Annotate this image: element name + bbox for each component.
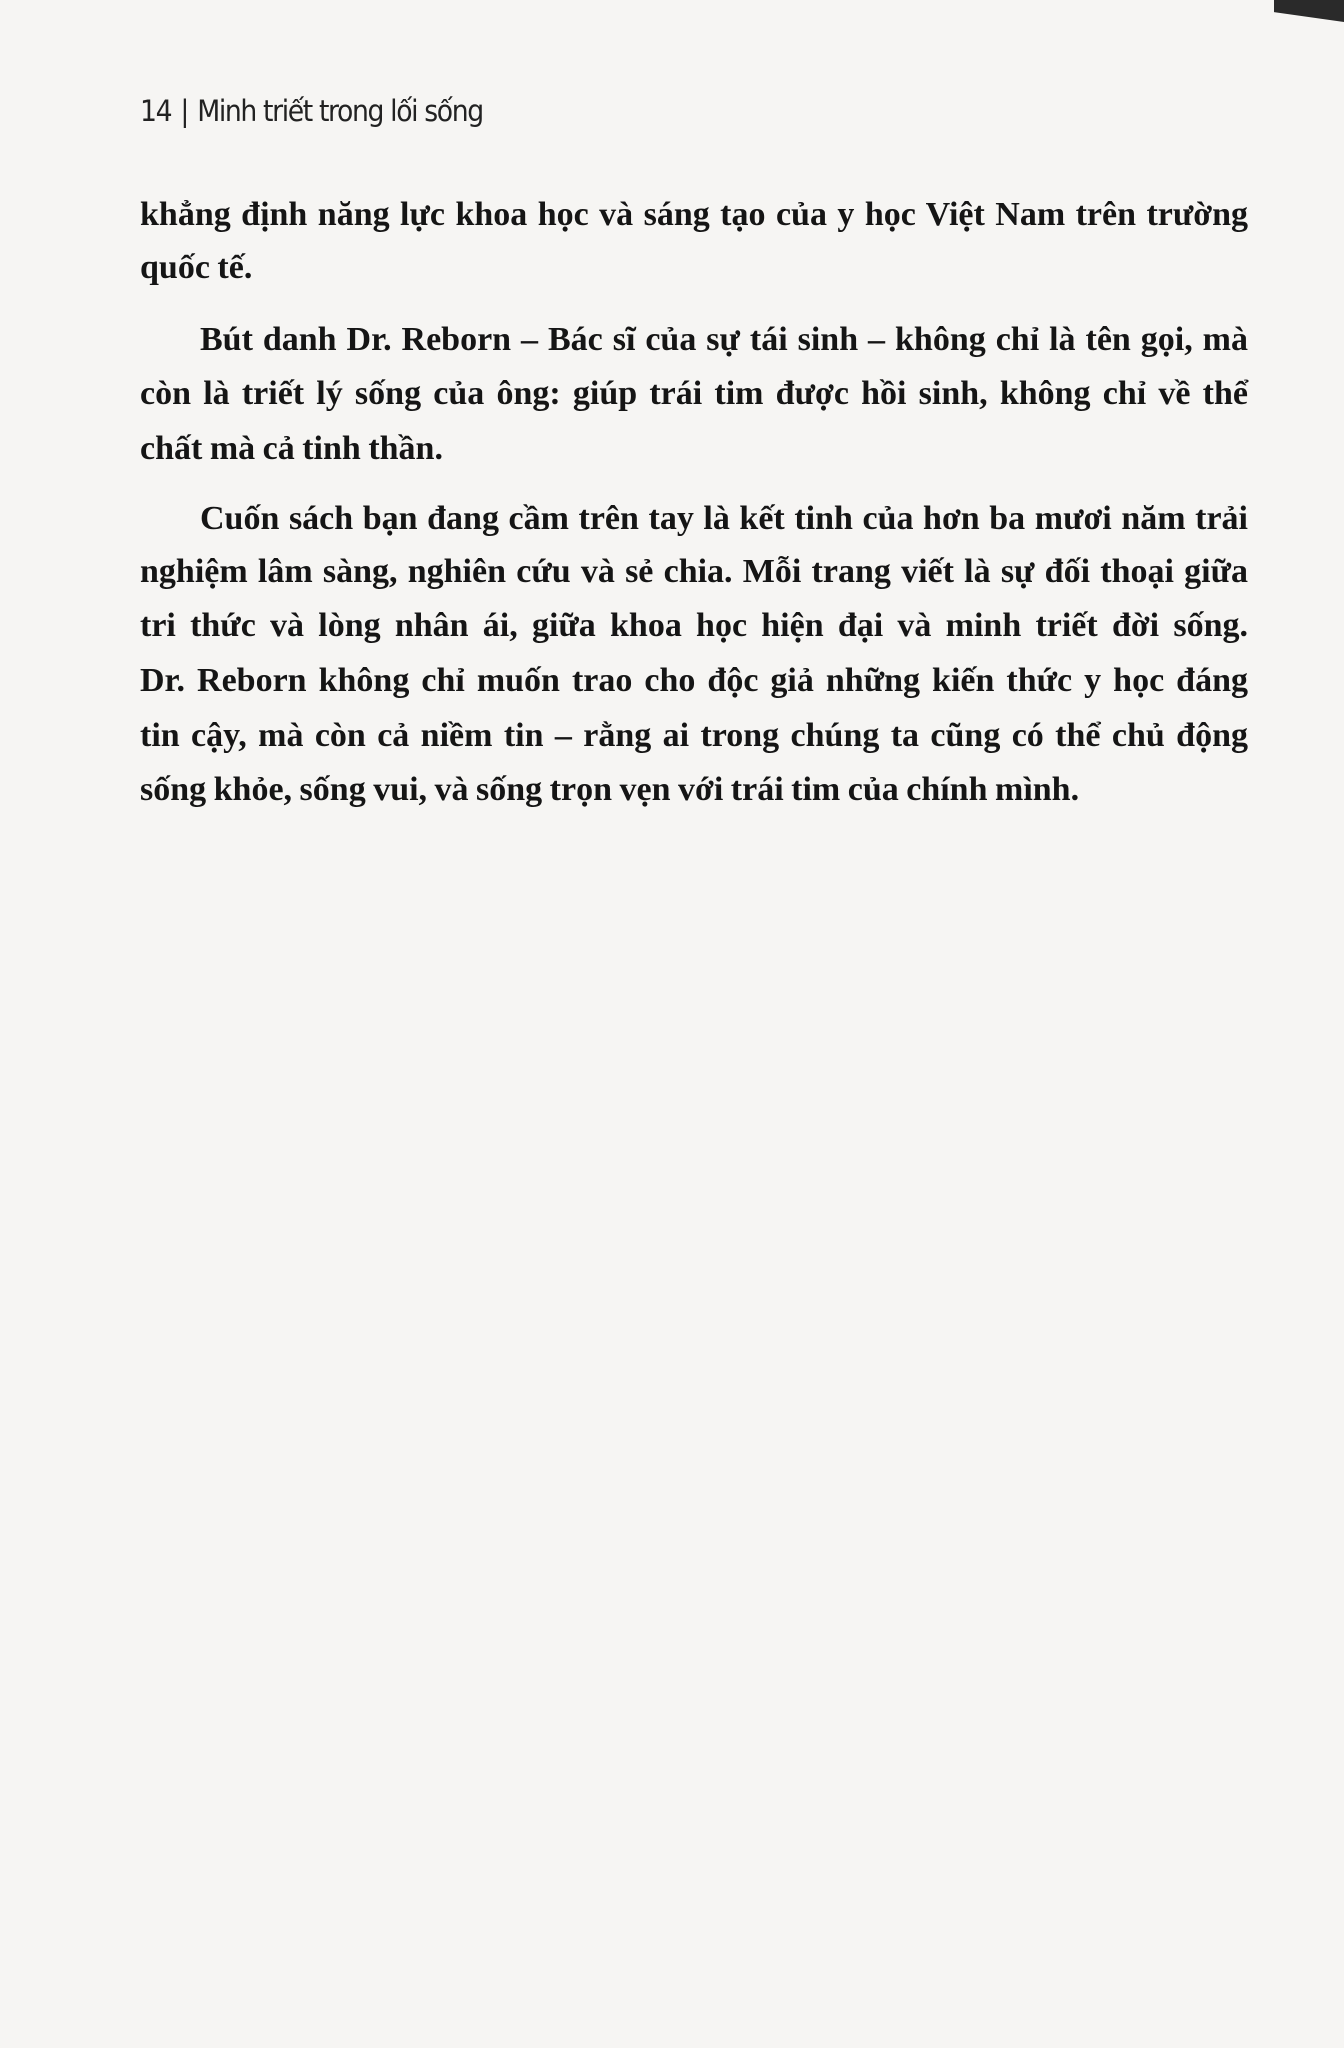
- text-line: Bút danh Dr. Reborn – Bác sĩ của sự tái sinh – không chỉ là tên gọi, mà: [200, 321, 1248, 358]
- running-title: Minh triết trong lối sống: [197, 94, 483, 128]
- text-line: quốc tế.: [140, 249, 253, 286]
- page-corner-shadow: [1274, 0, 1344, 22]
- page-number: 14: [140, 94, 172, 128]
- text-line: còn là triết lý sống của ông: giúp trái tim được hồi sinh, không chỉ về thể: [140, 375, 1248, 412]
- text-line: Dr. Reborn không chỉ muốn trao cho độc giả những kiến thức y học đáng: [140, 662, 1248, 699]
- text-line: khẳng định năng lực khoa học và sáng tạo của y học Việt Nam trên trường: [140, 196, 1248, 233]
- text-line: tin cậy, mà còn cả niềm tin – rằng ai trong chúng ta cũng có thể chủ động: [140, 717, 1248, 754]
- running-header: [140, 94, 483, 128]
- text-line: Cuốn sách bạn đang cầm trên tay là kết tinh của hơn ba mươi năm trải: [200, 500, 1248, 537]
- text-line: tri thức và lòng nhân ái, giữa khoa học hiện đại và minh triết đời sống.: [140, 607, 1248, 644]
- text-line: sống khỏe, sống vui, và sống trọn vẹn với trái tim của chính mình.: [140, 771, 1080, 808]
- header-separator: |: [180, 94, 189, 128]
- text-line: chất mà cả tinh thần.: [140, 430, 443, 467]
- text-line: nghiệm lâm sàng, nghiên cứu và sẻ chia. Mỗi trang viết là sự đối thoại giữa: [140, 553, 1248, 590]
